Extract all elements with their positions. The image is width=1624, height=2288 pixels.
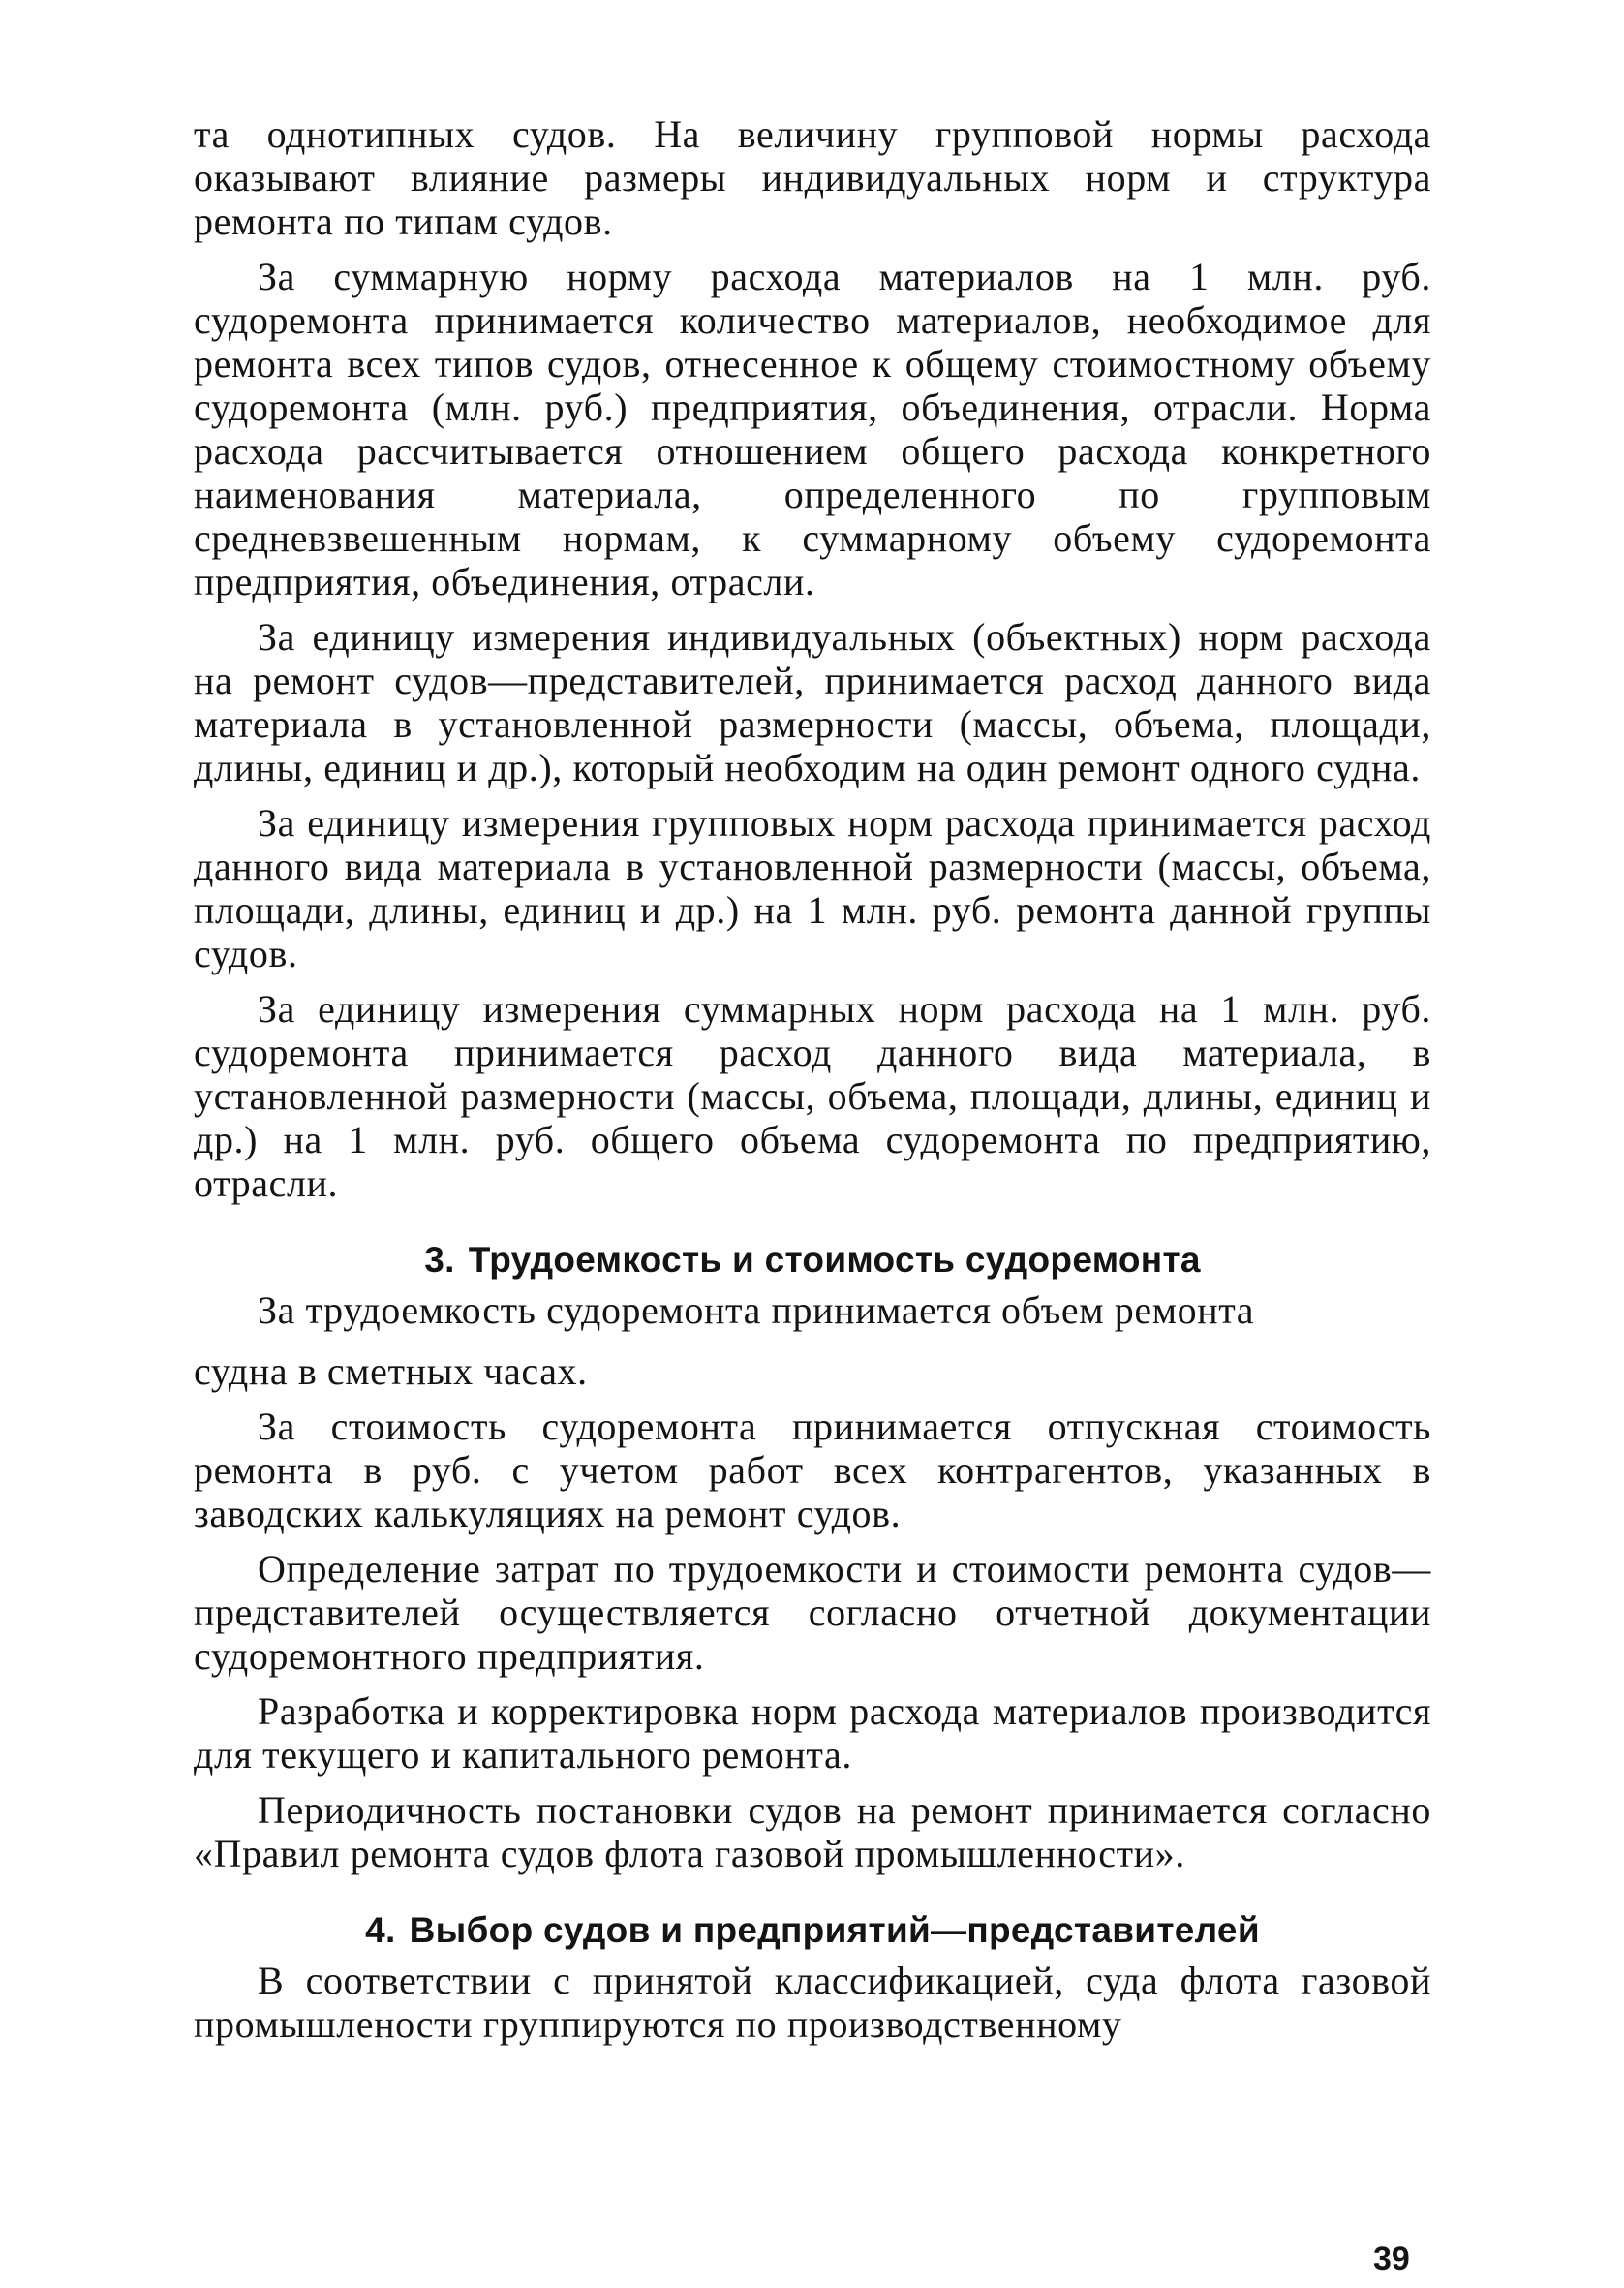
page-number: 39 (1373, 2241, 1410, 2277)
paragraph-individual-unit: За единицу измерения индивидуальных (объектных) норм расхода на ремонт судов—представителей, принимается расход данного вида материала в установленной размерности (массы, объема, площади, длины, единиц и др.), который необходим на один ремонт одного судна. (194, 615, 1431, 789)
section-3-heading (194, 1238, 1431, 1283)
paragraph-norm-development: Разработка и корректировка норм расхода материалов производится для текущего и капитального ремонта. (194, 1689, 1431, 1777)
section-3-number: 3. (424, 1240, 455, 1280)
paragraph-periodicity: Периодичность постановки судов на ремонт принимается согласно «Правил ремонта судов флота газовой промышленности». (194, 1788, 1431, 1875)
paragraph-continuation: та однотипных судов. На величину групповой нормы расхода оказывают влияние размеры индивидуальных норм и структура ремонта по типам судов. (194, 112, 1431, 243)
document-page (194, 112, 1431, 2057)
paragraph-cost: За стоимость судоремонта принимается отпускная стоимость ремонта в руб. с учетом работ всех контрагентов, указанных в заводских калькуляциях на ремонт судов. (194, 1405, 1431, 1535)
section-3-title: Трудоемкость и стоимость судоремонта (468, 1240, 1201, 1280)
paragraph-group-unit: За единицу измерения групповых норм расхода принимается расход данного вида материала в установленной размерности (массы, объема, площади, длины, единиц и др.) на 1 млн. руб. ремонта данной группы судов. (194, 801, 1431, 975)
paragraph-classification: В соответствии с принятой классификацией, суда флота газовой промышлености группируются по производственному (194, 1959, 1431, 2046)
section-4-heading (194, 1908, 1431, 1953)
section-4-number: 4. (365, 1910, 396, 1950)
paragraph-cost-determination: Определение затрат по трудоемкости и стоимости ремонта судов—представителей осуществляется согласно отчетной документации судоремонтного предприятия. (194, 1547, 1431, 1678)
paragraph-labor-intensity: За трудоемкость судоремонта принимается объем ремонта (258, 1288, 1255, 1332)
paragraph-total-norm: За суммарную норму расхода материалов на 1 млн. руб. судоремонта принимается количество материалов, необходимое для ремонта всех типов судов, отнесенное к общему стоимостному объему судоремонта (млн. руб.) предприятия, объединения, отрасли. Норма расхода рассчитывается отношением общего расхода конкретного наименования материала, определенного по групповым средневзвешенным нормам, к суммарному объему судоремонта предприятия, объединения, отрасли. (194, 255, 1431, 603)
paragraph-labor-intensity-cont: судна в сметных часах. (194, 1349, 588, 1393)
paragraph-summary-unit: За единицу измерения суммарных норм расхода на 1 млн. руб. судоремонта принимается расход данного вида материала, в установленной размерности (массы, объема, площади, длины, единиц и др.) на 1 млн. руб. общего объема судоремонта по предприятию, отрасли. (194, 987, 1431, 1205)
section-4-title: Выбор судов и предприятий—представителей (409, 1910, 1260, 1950)
